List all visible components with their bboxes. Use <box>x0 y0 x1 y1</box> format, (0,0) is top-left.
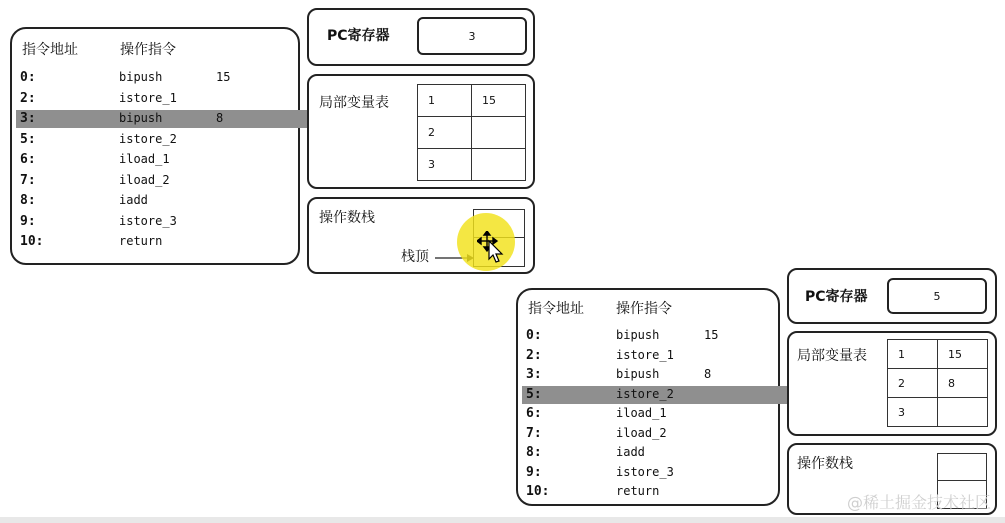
instruction-opcode: istore_1 <box>119 90 177 105</box>
instruction-opcode: bipush <box>119 70 163 84</box>
instruction-opcode: istore_3 <box>119 213 177 228</box>
instruction-row <box>12 90 298 108</box>
locals-table-2 <box>887 339 988 427</box>
instruction-operand: 15 <box>704 328 719 342</box>
instruction-row <box>518 483 778 501</box>
instruction-opcode: return <box>616 484 660 498</box>
instruction-row <box>518 405 778 423</box>
operation-header: 操作指令 <box>616 301 672 317</box>
instruction-address: 9: <box>526 464 542 480</box>
local-variable-row <box>888 340 988 369</box>
instruction-opcode: bipush <box>119 111 163 125</box>
operand-stack-panel-1 <box>307 197 535 274</box>
instruction-row <box>518 327 778 345</box>
local-index: 2 <box>418 117 472 149</box>
instruction-operand: 15 <box>216 70 231 84</box>
local-value: 15 <box>938 340 988 369</box>
pc-value: 3 <box>417 17 527 55</box>
instruction-address: 5: <box>526 386 542 402</box>
pc-register-panel-2 <box>787 268 997 324</box>
operand-stack-label: 操作数栈 <box>319 210 375 226</box>
local-index: 2 <box>888 369 938 398</box>
instruction-row <box>12 192 298 210</box>
locals-label: 局部变量表 <box>797 348 867 364</box>
operand-stack-label: 操作数栈 <box>797 456 853 472</box>
instruction-row <box>518 366 778 384</box>
instruction-opcode: iadd <box>119 193 148 207</box>
instruction-address: 0: <box>20 70 36 85</box>
instruction-address: 3: <box>20 111 36 126</box>
local-value <box>472 117 526 149</box>
instruction-address: 8: <box>526 445 542 460</box>
instruction-opcode: istore_1 <box>616 347 674 362</box>
instruction-opcode: istore_2 <box>119 131 177 146</box>
instruction-opcode: iload_2 <box>119 172 170 187</box>
instruction-opcode: iadd <box>616 445 645 459</box>
local-value: 15 <box>472 85 526 117</box>
bottom-bar <box>0 517 1005 523</box>
instruction-opcode: iload_1 <box>616 406 667 420</box>
pc-register-panel-1 <box>307 8 535 66</box>
instruction-address: 5: <box>20 131 36 147</box>
local-index: 3 <box>418 149 472 181</box>
local-variable-row <box>418 85 526 117</box>
stack-top-label: 栈顶 <box>401 249 429 265</box>
instruction-opcode: iload_1 <box>119 152 170 166</box>
local-value <box>472 149 526 181</box>
local-variable-row <box>888 369 988 398</box>
local-value <box>938 398 988 427</box>
address-header: 指令地址 <box>22 42 78 58</box>
instruction-address: 10: <box>526 484 550 499</box>
watermark: @稀土掘金技术社区 <box>846 493 991 512</box>
instruction-row <box>518 444 778 462</box>
instruction-row-current <box>16 110 308 128</box>
instruction-panel-1 <box>10 27 300 265</box>
instruction-address: 2: <box>20 90 36 106</box>
instruction-address: 6: <box>526 406 542 421</box>
local-index: 1 <box>888 340 938 369</box>
instruction-row <box>12 69 298 87</box>
instruction-row <box>518 347 778 365</box>
instruction-address: 2: <box>526 347 542 363</box>
instruction-opcode: bipush <box>616 367 660 381</box>
instruction-address: 0: <box>526 328 542 343</box>
instruction-row <box>12 172 298 190</box>
local-variables-panel-2 <box>787 331 997 436</box>
move-cursor-icon <box>477 231 505 263</box>
instruction-opcode: istore_2 <box>616 386 674 401</box>
locals-table-1 <box>417 84 526 181</box>
instruction-panel-2 <box>516 288 780 506</box>
instruction-row <box>12 131 298 149</box>
pc-label: PC寄存器 <box>805 289 868 305</box>
instruction-address: 7: <box>526 425 542 441</box>
instruction-opcode: iload_2 <box>616 425 667 440</box>
local-value: 8 <box>938 369 988 398</box>
locals-label: 局部变量表 <box>319 95 389 111</box>
instruction-address: 3: <box>526 367 542 382</box>
local-index: 3 <box>888 398 938 427</box>
instruction-address: 9: <box>20 213 36 229</box>
local-variable-row <box>418 149 526 181</box>
instruction-opcode: bipush <box>616 328 660 342</box>
instruction-opcode: istore_3 <box>616 464 674 479</box>
instruction-operand: 8 <box>216 111 224 125</box>
pc-label: PC寄存器 <box>327 28 390 44</box>
instruction-address: 10: <box>20 234 44 249</box>
instruction-row <box>12 233 298 251</box>
address-header: 指令地址 <box>528 301 584 317</box>
instruction-address: 7: <box>20 172 36 188</box>
instruction-address: 8: <box>20 193 36 208</box>
local-index: 1 <box>418 85 472 117</box>
instruction-row <box>518 464 778 482</box>
instruction-row-current <box>522 386 790 404</box>
instruction-address: 6: <box>20 152 36 167</box>
local-variable-row <box>888 398 988 427</box>
pc-value: 5 <box>887 278 987 314</box>
instruction-opcode: return <box>119 234 163 248</box>
instruction-row <box>518 425 778 443</box>
local-variables-panel-1 <box>307 74 535 189</box>
local-variable-row <box>418 117 526 149</box>
instruction-row <box>12 213 298 231</box>
operation-header: 操作指令 <box>120 42 176 58</box>
stack-slot <box>938 480 986 481</box>
instruction-operand: 8 <box>704 367 712 381</box>
instruction-row <box>12 151 298 169</box>
